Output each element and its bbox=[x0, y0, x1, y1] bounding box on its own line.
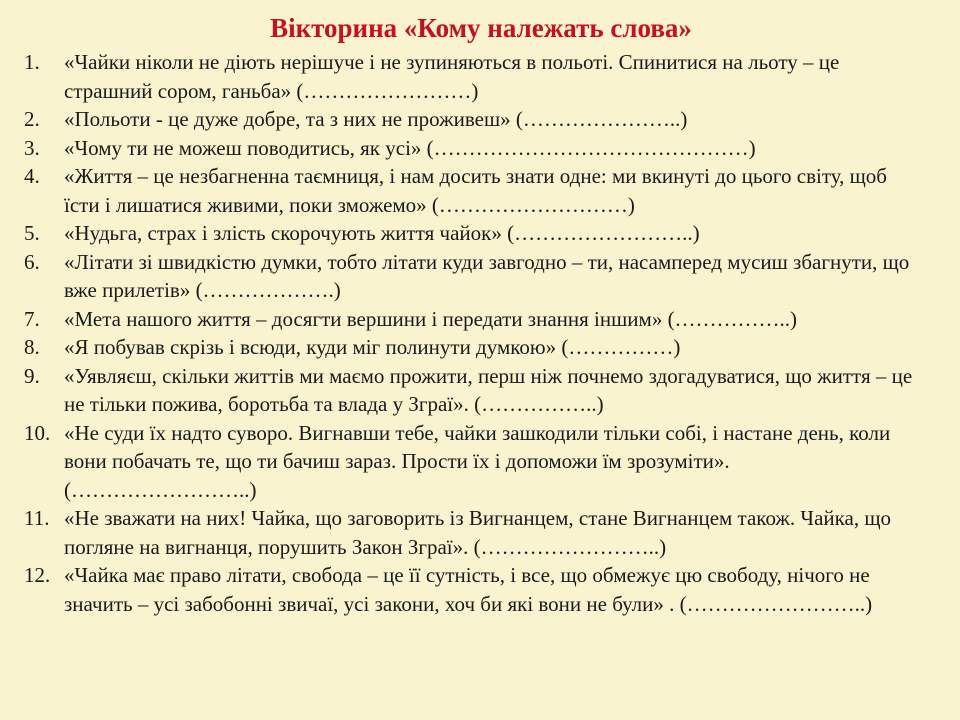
page-title: Вікторина «Кому належать слова» bbox=[270, 13, 692, 43]
quiz-item-8 bbox=[24, 333, 920, 362]
quote-text: «Мета нашого життя – досягти вершини і передати знання іншим» (……………..) bbox=[64, 306, 798, 331]
item-number: 5. bbox=[24, 221, 40, 245]
item-number: 10. bbox=[24, 420, 51, 445]
quiz-item-3 bbox=[24, 134, 920, 163]
quiz-item-12 bbox=[24, 561, 920, 618]
quiz-list bbox=[24, 48, 920, 618]
quiz-item-4 bbox=[24, 162, 920, 219]
item-number: 12. bbox=[24, 563, 51, 587]
quiz-item-5 bbox=[24, 219, 920, 248]
item-number: 4. bbox=[24, 164, 40, 188]
quote-text: «Життя – це незбагненна таємниця, і нам досить знати одне: ми вкинуті до цього світу, щоб їсти і лишатися живими, поки зможемо» (………………………) bbox=[64, 164, 887, 217]
item-number: 11. bbox=[24, 506, 50, 530]
quiz-item-2 bbox=[24, 105, 920, 134]
quote-text: «Нудьга, страх і злість скорочують життя чайок» (……………………..) bbox=[64, 221, 700, 245]
quiz-item-7 bbox=[24, 305, 920, 334]
quote-text: «Не зважати на них! Чайка, що заговорить із Вигнанцем, стане Вигнанцем також. Чайка, що погляне на вигнанця, порушить Закон Зграї». (……………………..) bbox=[64, 506, 892, 559]
item-number: 9. bbox=[24, 363, 40, 388]
quote-text: «Уявляєш, скільки життів ми маємо прожити, перш ніж почнемо здогадуватися, що життя – це не тільки пожива, боротьба та влада у Зграї». (……………..) bbox=[64, 363, 913, 416]
quiz-item-10 bbox=[24, 419, 920, 505]
quote-text: «Чайки ніколи не діють нерішуче і не зупиняються в польоті. Спинитися на льоту – це страшний сором, ганьба» (……………………) bbox=[64, 50, 840, 103]
item-number: 1. bbox=[24, 50, 40, 74]
quiz-item-1 bbox=[24, 48, 920, 105]
item-number: 3. bbox=[24, 135, 40, 160]
quote-text: «Не суди їх надто суворо. Вигнавши тебе, чайки зашкодили тільки собі, і настане день, коли вони побачать те, що ти бачиш зараз. Прости їх і допоможи їм зрозуміти». (……………………..) bbox=[64, 420, 891, 502]
item-number: 7. bbox=[24, 306, 40, 331]
quiz-item-6 bbox=[24, 248, 920, 305]
quiz-item-9 bbox=[24, 362, 920, 419]
quiz-item-11 bbox=[24, 504, 920, 561]
item-number: 6. bbox=[24, 249, 40, 274]
quote-text: «Я побував скрізь і всюди, куди міг полинути думкою» (……………) bbox=[64, 335, 681, 359]
item-number: 2. bbox=[24, 107, 40, 131]
quote-text: «Польоти - це дуже добре, та з них не проживеш» (…………………..) bbox=[64, 107, 688, 131]
item-number: 8. bbox=[24, 335, 40, 359]
quote-text: «Чайка має право літати, свобода – це її сутність, і все, що обмежує цю свободу, нічого не значить – усі забобонні звичаї, усі закони, хоч би які вони не були» . (……………………..) bbox=[64, 563, 873, 616]
quote-text: «Чому ти не можеш поводитись, як усі» (………………………………………) bbox=[64, 135, 756, 160]
quote-text: «Літати зі швидкістю думки, тобто літати куди завгодно – ти, насамперед мусиш збагнути, що вже прилетів» (……………….) bbox=[64, 249, 910, 302]
